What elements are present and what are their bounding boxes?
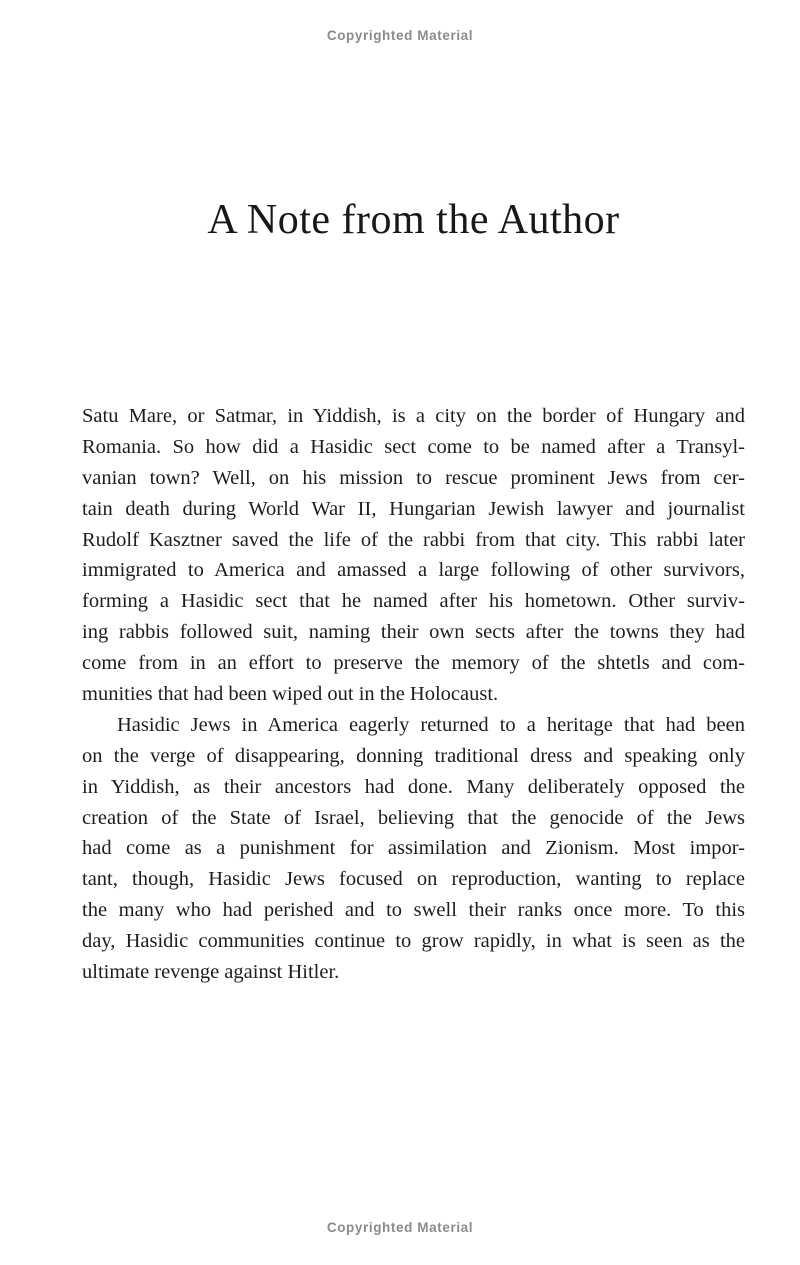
body-line: forming a Hasidic sect that he named after his hometown. Other surviv- [82,590,745,613]
body-line: the many who had perished and to swell their ranks once more. To this [82,899,745,922]
page-title: A Note from the Author [207,197,620,243]
body-line: in Yiddish, as their ancestors had done. Many deliberately opposed the [82,775,745,798]
body-line: tant, though, Hasidic Jews focused on reproduction, wanting to replace [82,868,745,891]
body-line: ultimate revenge against Hitler. [82,961,340,984]
body-line: creation of the State of Israel, believing that the genocide of the Jews [82,806,745,829]
body-line: Romania. So how did a Hasidic sect come to be named after a Transyl- [82,435,745,458]
body-line: Satu Mare, or Satmar, in Yiddish, is a city on the border of Hungary and [82,405,745,427]
body-line: come from in an effort to preserve the memory of the shtetls and com- [82,652,745,675]
body-line: Rudolf Kasztner saved the life of the rabbi from that city. This rabbi later [82,528,745,551]
body-line: tain death during World War II, Hungarian Jewish lawyer and journalist [82,497,745,520]
body-line: had come as a punishment for assimilation and Zionism. Most impor- [82,837,745,860]
body-line: Hasidic Jews in America eagerly returned to a heritage that had been [117,713,745,736]
paragraph [82,401,745,710]
body-line: immigrated to America and amassed a large following of other survivors, [82,559,745,582]
paragraph [82,710,745,988]
body-line: vanian town? Well, on his mission to rescue prominent Jews from cer- [82,466,745,489]
copyright-notice-top: Copyrighted Material [326,28,474,43]
body-line: ing rabbis followed suit, naming their own sects after the towns they had [82,621,745,644]
copyright-notice-bottom: Copyrighted Material [326,1220,474,1235]
body-line: on the verge of disappearing, donning traditional dress and speaking only [82,744,745,767]
body-line: day, Hasidic communities continue to grow rapidly, in what is seen as the [82,930,745,953]
body-line: munities that had been wiped out in the Holocaust. [82,683,499,706]
body-text [82,401,745,988]
